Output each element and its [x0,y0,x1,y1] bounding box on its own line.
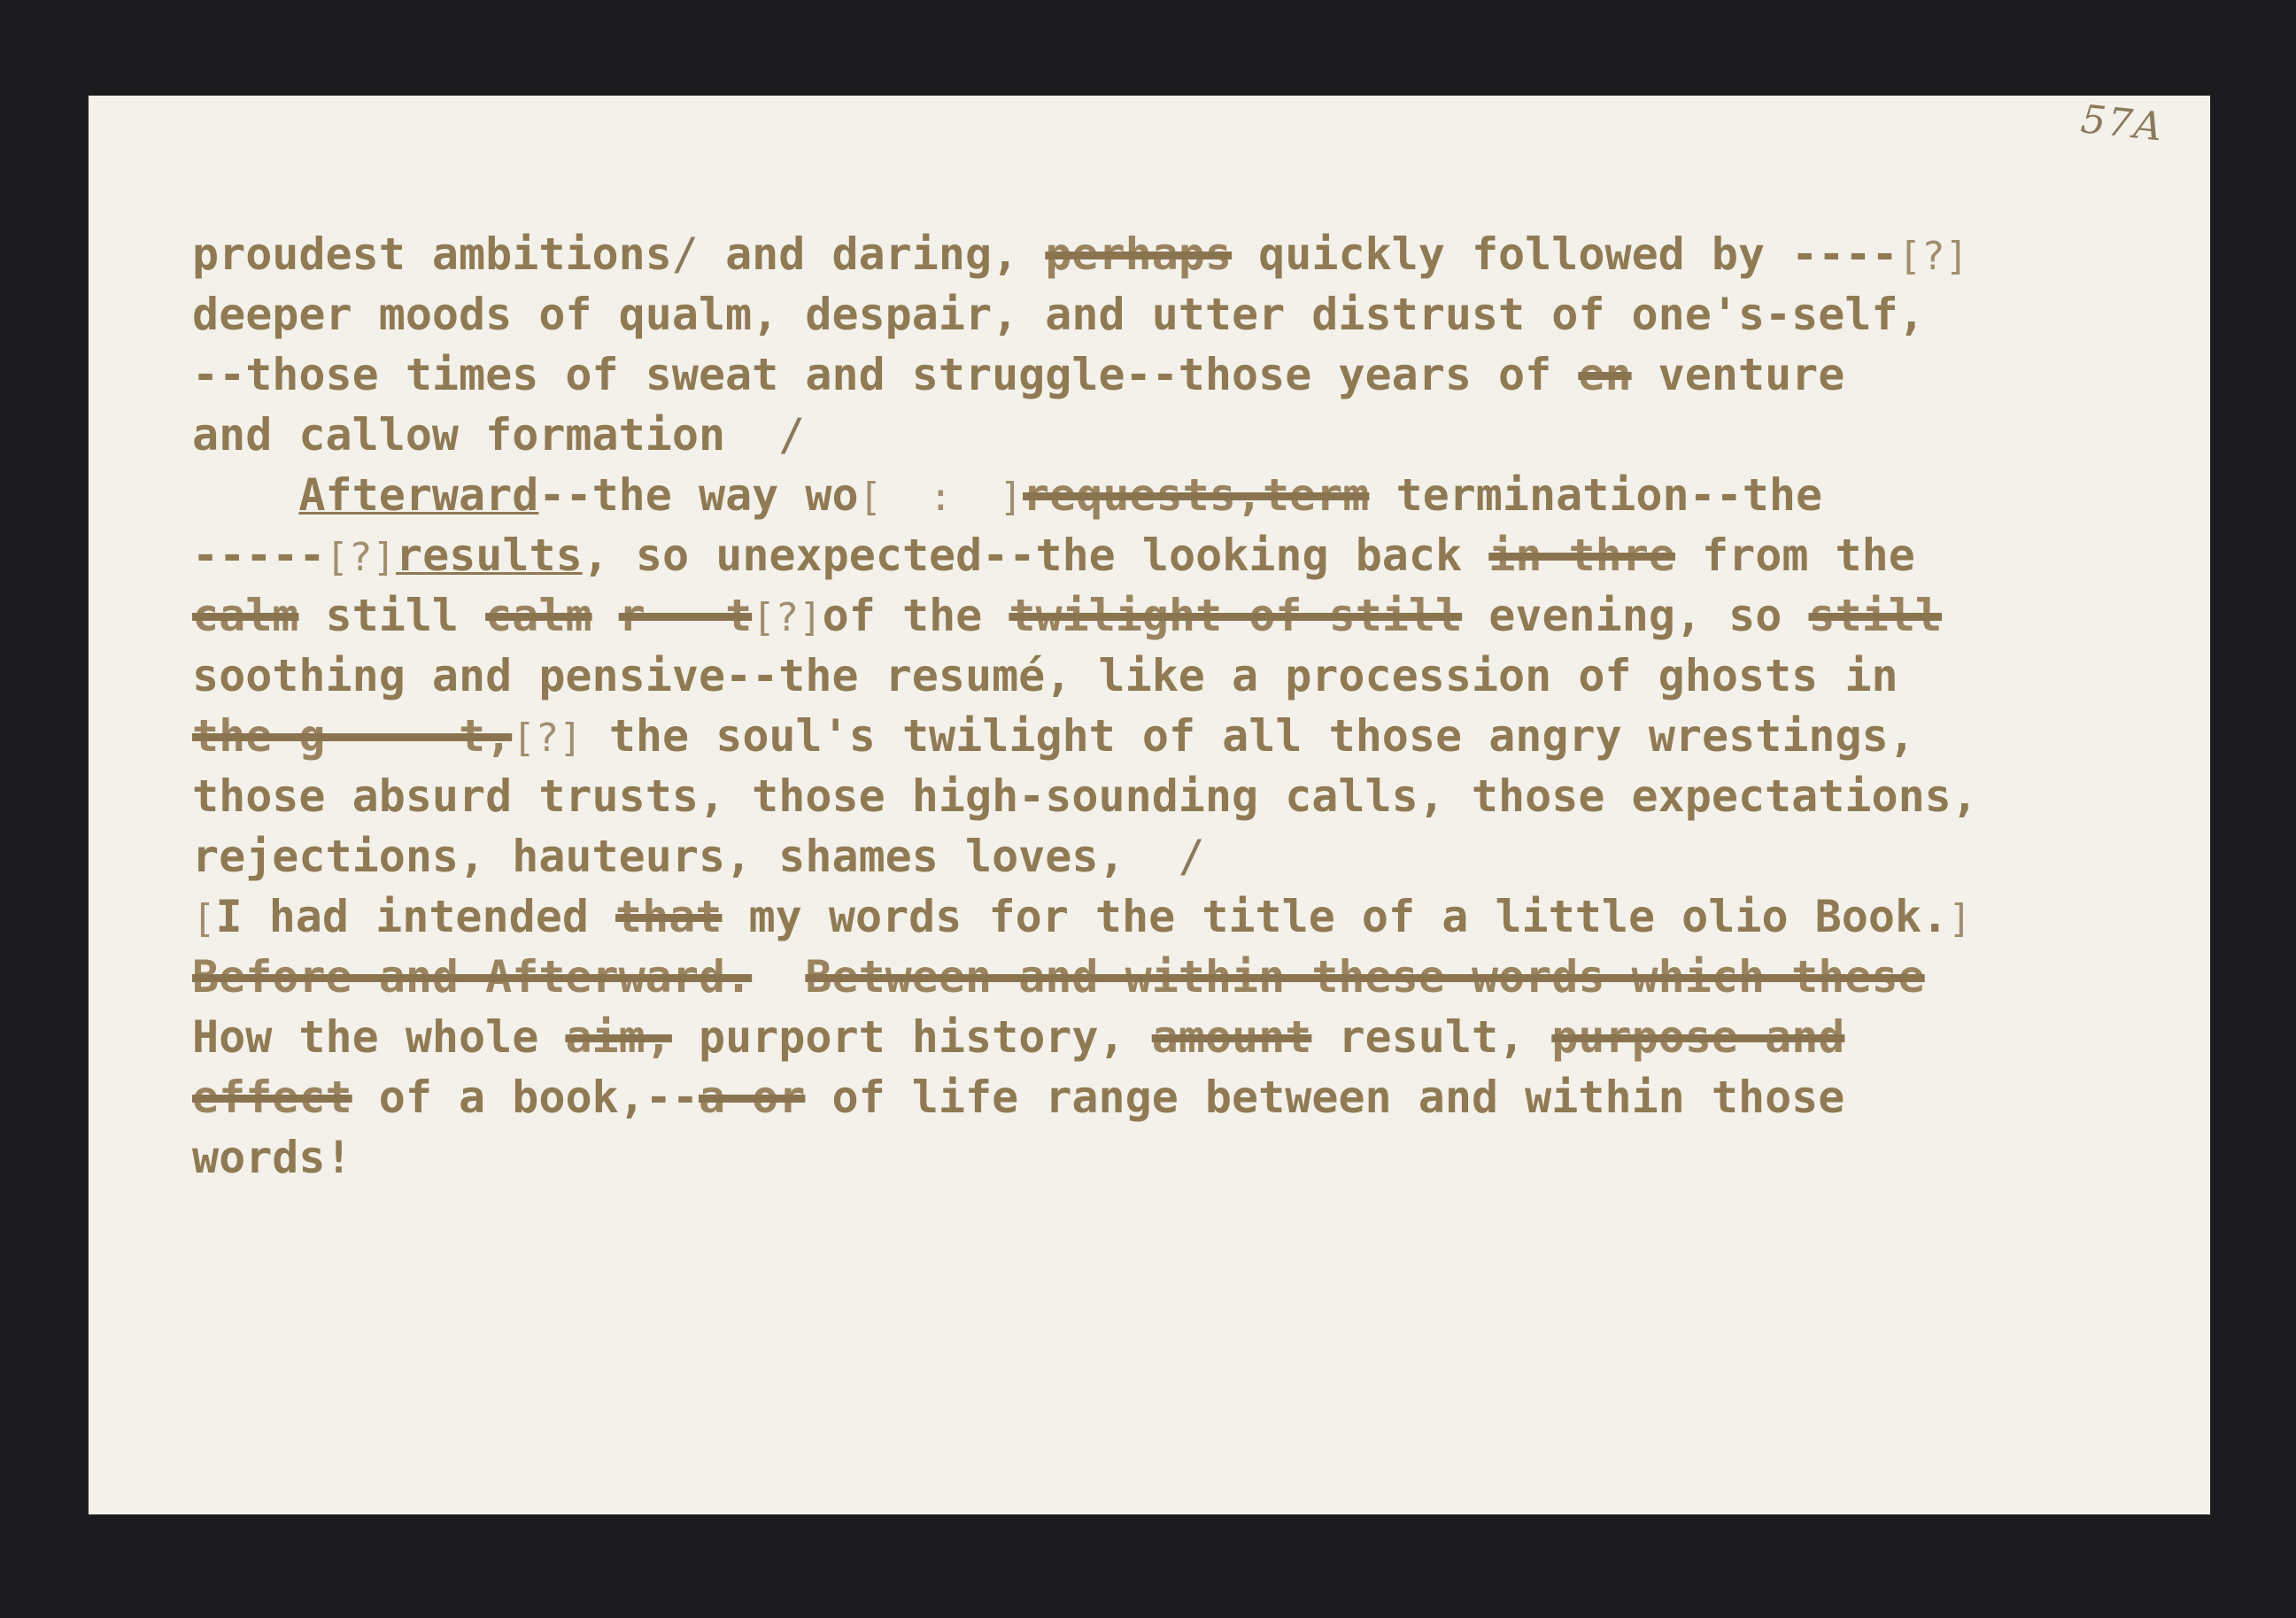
typed-text: and daring, [698,228,1046,280]
struck-text: en [1578,349,1632,400]
struck-text: purpose and [1551,1011,1845,1063]
editorial-bracket: [?] [512,716,583,761]
handwritten-mark: / [1178,831,1205,882]
typed-text: I had intended [215,891,616,942]
typed-text: ----- [192,530,326,581]
struck-text: in thre [1488,530,1675,581]
typed-text: venture [1631,349,1845,400]
typed-text: deeper moods of qualm, despair, and utter distrust of one's-self, [192,289,1925,340]
typescript-line [192,886,2176,947]
editorial-bracket: ] [1948,896,1972,941]
typescript-line [192,284,2176,345]
typed-text: evening, so [1462,590,1809,641]
editorial-bracket: [ : ] [858,475,1024,520]
typed-text: rejections, hauteurs, shames loves, [192,831,1179,882]
typed-text: How the whole [192,1011,566,1063]
editorial-bracket: [?] [325,535,396,580]
typescript-line [192,345,2176,405]
typescript-body [192,224,2176,1188]
typed-text: --the way wo [538,469,859,521]
editorial-bracket: [ [192,896,216,941]
typescript-line [192,405,2176,465]
typescript-line [192,766,2176,826]
typescript-line [192,1127,2176,1188]
struck-text: effect [192,1072,352,1123]
typescript-line [192,706,2176,766]
editorial-bracket: [?] [752,595,823,640]
typed-text: the soul's twilight of all those angry wrestings, [582,710,1915,762]
editorial-bracket: [?] [1898,234,1969,279]
typed-text: of the [822,590,1009,641]
struck-text: calm [192,590,299,641]
manuscript-page [89,96,2210,1514]
typescript-line [192,585,2176,646]
typed-text: , so unexpected--the looking back [582,530,1489,581]
struck-text: Between-and-within-these-words which-these [805,951,1925,1003]
handwritten-mark: / [671,228,699,280]
typed-text: quickly followed by ---- [1232,228,1898,280]
struck-text: r---t [618,590,753,641]
struck-text: that [615,891,723,942]
typed-text: soothing and pensive--the resumé, like a procession of ghosts in [192,650,1898,701]
typed-text [192,469,298,521]
typed-text: words! [192,1132,352,1183]
typed-text: result, [1311,1011,1552,1063]
underlined-text: Afterward [298,469,539,521]
struck-text: twilight of still [1009,590,1463,641]
struck-text: a or [698,1072,806,1123]
typed-text [592,590,619,641]
typed-text: termination--the [1369,469,1823,521]
typed-text: from the [1674,530,1915,581]
struck-text: aim, [565,1011,672,1063]
typed-text: those absurd trusts, those high-sounding calls, those expectations, [192,770,1978,822]
typescript-line [192,947,2176,1007]
typed-text [752,951,805,1003]
struck-text: the g-----t, [192,710,513,762]
typescript-line [192,826,2176,886]
typescript-line [192,1067,2176,1127]
typescript-line [192,465,2176,525]
typed-text: of a book,-- [352,1072,699,1123]
typed-text: purport history, [671,1011,1152,1063]
typed-text: of life range between and within those [805,1072,1845,1123]
struck-text: perhaps [1045,228,1233,280]
struck-text: amount [1151,1011,1312,1063]
typed-text: still [298,590,486,641]
underlined-text: results [396,530,583,581]
typescript-line [192,646,2176,706]
typed-text: --those times of sweat and struggle--those years of [192,349,1579,400]
typed-text: my words for the title of a little olio Book. [722,891,1949,942]
typed-text: proudest ambitions [192,228,672,280]
struck-text: Before-and-Afterward. [192,951,753,1003]
typescript-line [192,525,2176,585]
typed-text: and callow formation [192,409,779,461]
struck-text: still [1808,590,1942,641]
typescript-line [192,1007,2176,1067]
struck-text: calm [485,590,592,641]
handwritten-mark: / [778,409,806,461]
typescript-line [192,224,2176,284]
struck-text: requests,term [1023,469,1370,521]
page-number: 57A [2078,97,2167,151]
